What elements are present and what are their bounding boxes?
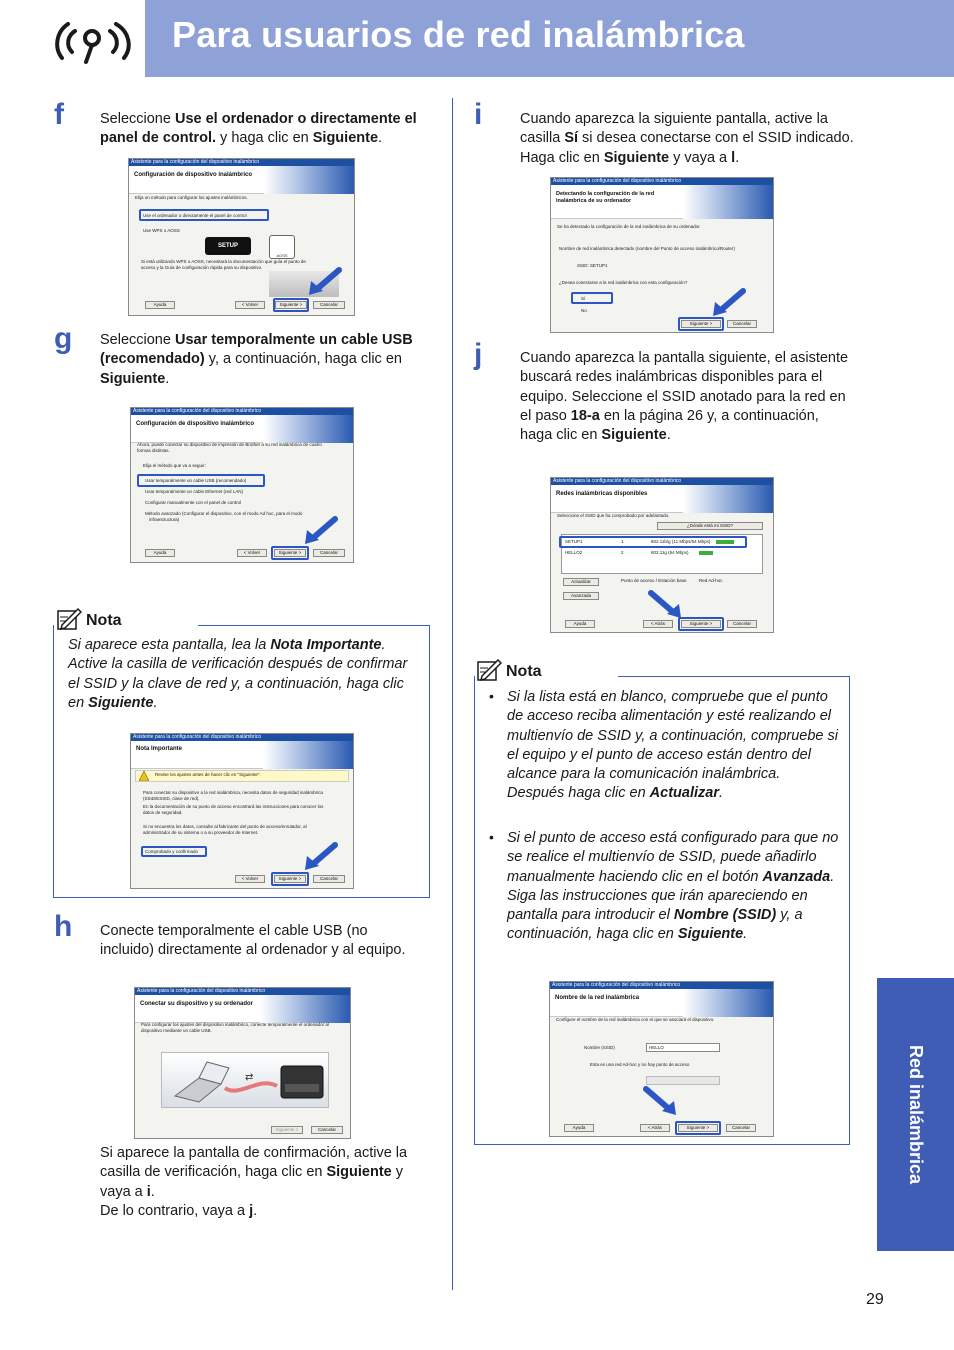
highlight-option [137,474,265,487]
column-divider [452,98,453,1290]
option-use-wps: Use WPS o AOSS [143,228,180,233]
highlight-next-button [675,1121,721,1135]
screenshot-dialog-f: Asistente para la configuración del dispositivo inalámbrico Configuración de dispositivo inalámbrico Elija un método para configurar los ajustes inalámbricos. Use el ordenador o directamente el panel de control Use WPS o AOSS SETUP AOSS Si está utilizando WPS o AOSS, necesitará la documentación que guía el punto de acceso y la Guía de configuración rápida para su dispositivo. Ayuda < Volver Siguiente > Cancelar [128,158,355,316]
note-label-right: Nota [506,663,542,680]
ssid-name-field: HELLO [646,1043,720,1052]
screenshot-dialog-g: Asistente para la configuración del dispositivo inalámbrico Configuración de dispositivo inalámbrico Ahora, puede conectar su dispositivo de impresión de Brother a su red inalámbrica de cuatro formas distintas. Elija el método que va a seguir: Usar temporalmente un cable USB (recomendado) Usar temporalmente un cable Ethernet (red LAN) Configurar manualmente con el panel de control Método avanzado (Configurar el dispositivo, con el modo Ad hoc, para el modo infraestructura) Ayuda < Volver Siguiente > Cancelar [130,407,354,563]
note-label-left: Nota [86,612,122,629]
step-f-text: Seleccione Use el ordenador o directamente el panel de control. y haga clic en Siguiente. [100,111,417,147]
note-bullet-1: Si la lista está en blanco, compruebe que el punto de acceso reciba alimentación y esté realizando el multienvío de SSID y, a continuación, compruebe si el equipo y el punto de acceso están dentro del alcance para la comunicación inalámbrica. Después haga clic en Actualizar. [507,689,838,802]
screenshot-dialog-important-note: Asistente para la configuración del dispositivo inalámbrico Nota Importante Revise los ajustes antes de hacer clic en "Siguiente". Para conectar su dispositivo a la red inalámbrica, necesita datos de seguridad inalámbrica (SSID/ESSID, clave de red). En la documentación de su punto de acceso encontrará las instrucciones para conocer los datos de seguridad. Si no encuentra los datos, consulte al fabricante del punto de acceso/enrutador, al administrador de su sistema o a su proveedor de Internet. Comprobado y confirmado < Volver Siguiente > Cancelar [130,733,354,889]
warning-icon [139,771,149,781]
note-bullet-2: Si el punto de acceso está configurado para que no se realice el multienvío de SSID, puede añadirlo manualmente haciendo clic en el botón Avanzada. Siga las instrucciones que irán apareciendo en pantalla para introducir el Nombre (SSID) y, a continuación, haga clic en Siguiente. [507,830,839,943]
wireless-logo-icon [52,14,136,68]
page-number: 29 [866,1291,884,1308]
pointer-arrow-icon [711,288,747,318]
option-use-computer: Use el ordenador o directamente el panel de control [143,213,247,218]
option-no: No [581,308,587,313]
step-letter-g: g [54,322,73,355]
note-pencil-icon [476,658,502,682]
step-letter-i: i [474,98,483,131]
pointer-arrow-icon [303,842,339,872]
step-letter-j: j [474,338,483,371]
pointer-arrow-icon [647,590,683,620]
side-tab-label: Red inalámbrica [906,1044,926,1185]
screenshot-dialog-j: Asistente para la configuración del dispositivo inalámbrico Redes inalámbricas disponibles Seleccione el SSID que ha comprobado por adelantado. ¿Dónde está mi SSID? SETUP1 1 802.11b/g (11 Mbps/54 Mbps) HELLO2 2 802.11g (54 Mbps) Actualizar Avanzada Punto de acceso / Estación base Red Ad-hoc Ayuda < Atrás Siguiente > Cancelar [550,477,774,633]
pointer-arrow-icon [303,516,339,546]
bullet-dot-2: • [489,829,494,845]
highlight-next-button [273,298,309,312]
page-title: Para usuarios de red inalámbrica [172,14,745,55]
highlight-next-button [678,317,724,331]
highlight-next-button [271,546,309,560]
pointer-arrow-icon [642,1086,678,1118]
screenshot-dialog-h: Asistente para la configuración del dispositivo inalámbrico Conectar su dispositivo y su ordenador Para configurar los ajustes del dispositivo inalámbrico, conecte temporalmente el ordenador al dispositivo mediante un cable USB. ⇄ Siguiente > Cancelar [134,987,351,1139]
step-i-text: Cuando aparezca la siguiente pantalla, active la casilla Sí si desea conectarse con el SSID indicado. Haga clic en Siguiente y vaya a l. [520,111,854,166]
screenshot-dialog-i: Asistente para la configuración del dispositivo inalámbrico Detectando la configuración de la red inalámbrica de su ordenador Se ha detectado la configuración de la red inalámbrica de su ordenador. Nombre de red inalámbrica detectado (nombre del Punto de acceso inalámbrico/Router) SSID: SETUP1 ¿Desea conectarse a la red inalámbrica con esta configuración? Sí No Siguiente > Cancelar [550,177,774,333]
highlight-checkbox [141,846,207,857]
step-j-text: Cuando aparezca la pantalla siguiente, el asistente buscará redes inalámbricas disponibles para el equipo. Seleccione el SSID anotado para la red en el paso 18-a en la página 26 y, a continuación, haga clic en Siguiente. [520,350,849,444]
note-pencil-icon [56,607,82,631]
step-h-text: Conecte temporalmente el cable USB (no incluido) directamente al ordenador y al equipo. [100,923,406,959]
step-letter-h: h [54,910,73,943]
highlight-option [139,209,269,221]
wps-setup-badge: SETUP [205,237,251,255]
screenshot-dialog-ssid-name: Asistente para la configuración del dispositivo inalámbrico Nombre de la red inalámbrica Configure el nombre de la red inalámbrica con el que se asociará el dispositivo. Nombre (SSID) HELLO Esta es una red Ad-hoc y no hay punto de acceso Ayuda < Atrás Siguiente > Cancelar [549,981,774,1137]
highlight-yes [571,292,613,304]
option-yes: Sí [581,296,586,301]
pointer-arrow-icon [307,267,343,297]
step-h-after-text: Si aparece la pantalla de confirmación, active la casilla de verificación, haga clic en Siguiente y vaya a i. De lo contrario, vaya a j. [100,1145,408,1219]
step-letter-f: f [54,98,64,131]
bullet-dot-1: • [489,688,494,704]
laptop-usb-printer-illustration [169,1058,329,1106]
highlight-next-button [678,617,724,631]
note-text-left: Si aparece esta pantalla, lea la Nota Importante. Active la casilla de verificación después de confirmar el SSID y la clave de red y, a continuación, haga clic en Siguiente. [68,637,408,711]
aoss-badge: AOSS [269,235,295,259]
svg-text:⇄: ⇄ [245,1072,254,1083]
highlight-ssid-row [559,536,747,548]
step-g-text: Seleccione Usar temporalmente un cable USB (recomendado) y, a continuación, haga clic en Siguiente. [100,332,413,387]
highlight-next-button [271,872,309,886]
